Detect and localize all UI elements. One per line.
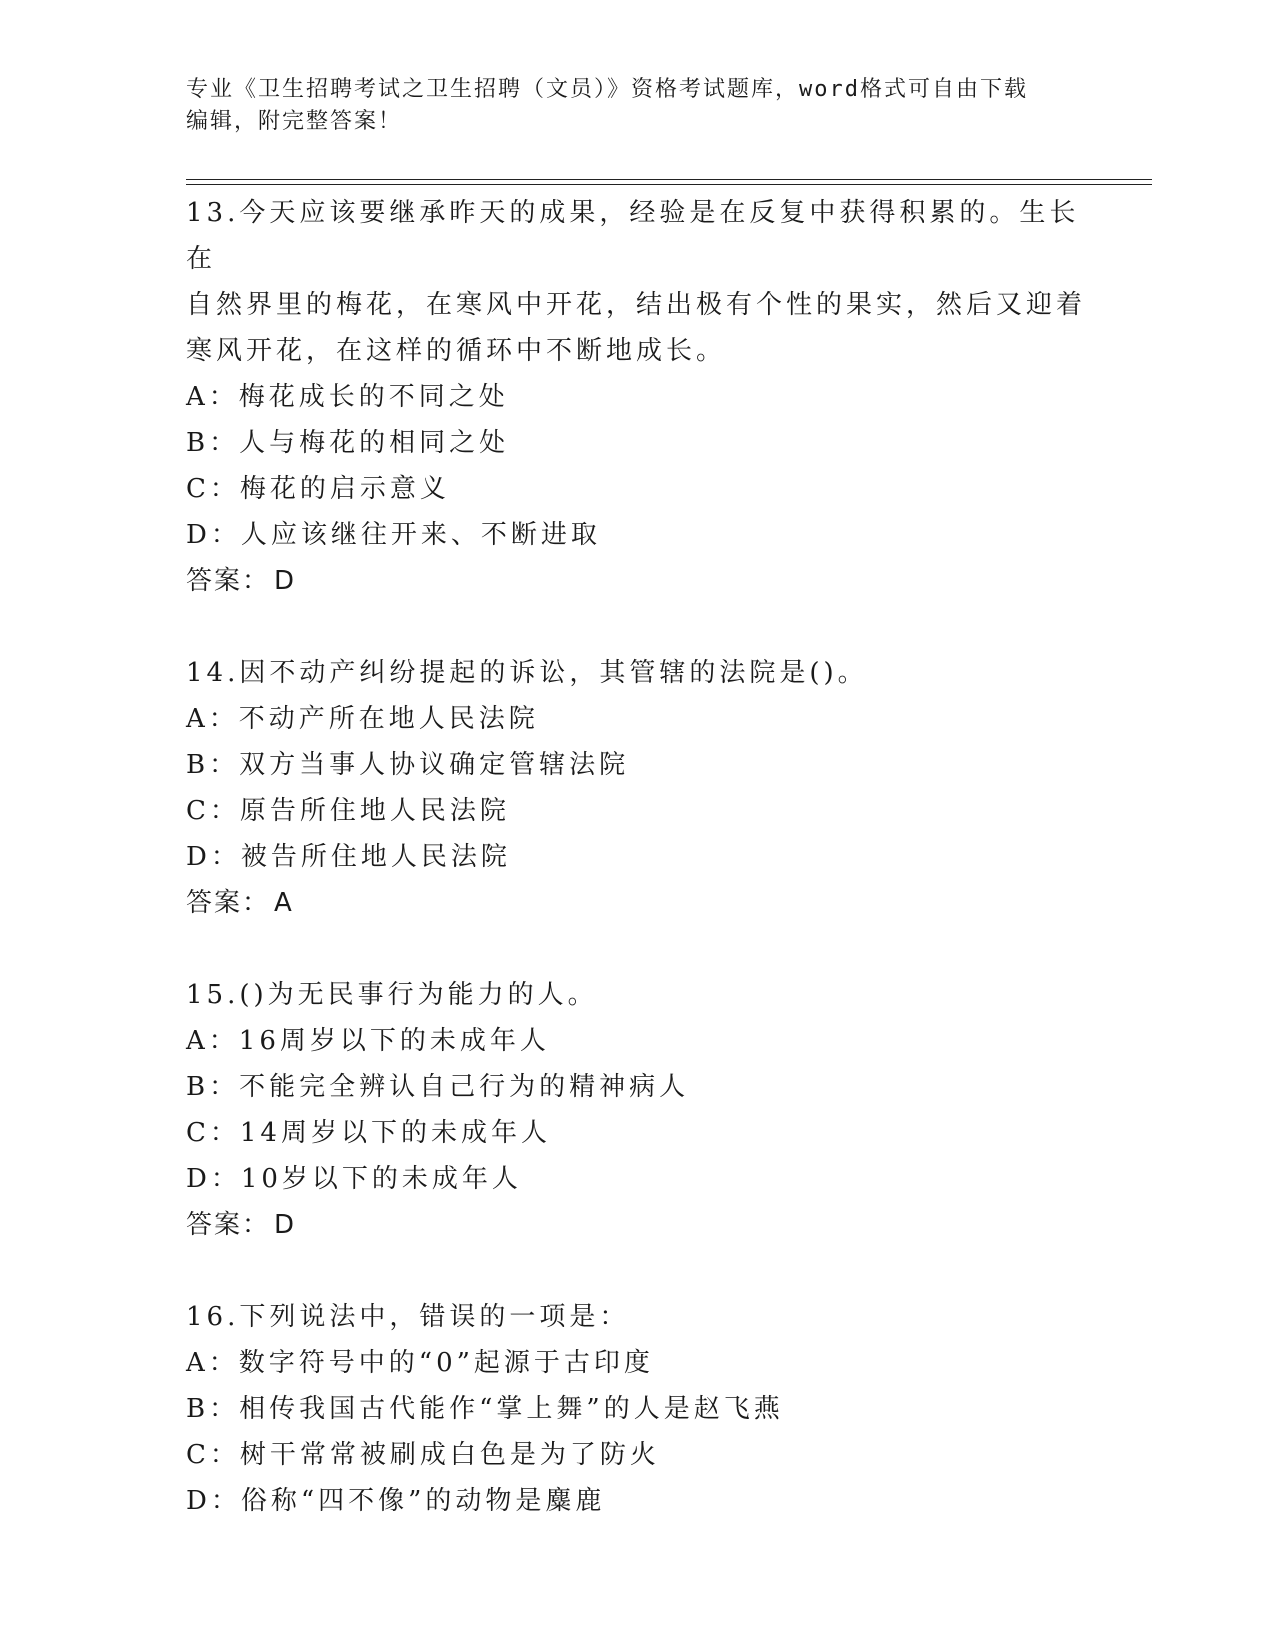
header-divider-top — [186, 179, 1152, 180]
question-stem-line: 14.因不动产纠纷提起的诉讼，其管辖的法院是()。 — [186, 658, 868, 688]
question-13 — [186, 190, 1086, 604]
option-d: D：俗称“四不像”的动物是麋鹿 — [186, 1486, 606, 1516]
question-14 — [186, 650, 1086, 926]
document-header — [186, 74, 1086, 138]
answer-line — [186, 558, 1086, 604]
option-c: C：梅花的启示意义 — [186, 474, 450, 504]
option-d: D：被告所住地人民法院 — [186, 842, 511, 872]
question-stem-line: 13.今天应该要继承昨天的成果，经验是在反复中获得积累的。生长在 — [186, 198, 1080, 274]
answer-line — [186, 1202, 1086, 1248]
option-d: D：人应该继往开来、不断进取 — [186, 520, 601, 550]
answer-line — [186, 880, 1086, 926]
header-divider-bottom — [186, 184, 1152, 185]
answer-value: A — [274, 888, 294, 918]
question-stem-line: 寒风开花，在这样的循环中不断地成长。 — [186, 336, 727, 366]
question-list — [186, 190, 1086, 1524]
option-a: A：不动产所在地人民法院 — [186, 704, 539, 734]
question-separator — [186, 926, 1086, 972]
option-c: C：原告所住地人民法院 — [186, 796, 510, 826]
option-c: C：树干常常被刷成白色是为了防火 — [186, 1440, 660, 1470]
option-a: A：梅花成长的不同之处 — [186, 382, 509, 412]
answer-value: D — [274, 566, 297, 596]
question-16 — [186, 1294, 1086, 1524]
answer-label: 答案： — [186, 888, 271, 918]
question-stem-line: 15.()为无民事行为能力的人。 — [186, 980, 598, 1010]
question-separator — [186, 604, 1086, 650]
option-b: B：不能完全辨认自己行为的精神病人 — [186, 1072, 690, 1102]
option-c: C：14周岁以下的未成年人 — [186, 1118, 551, 1148]
answer-value: D — [274, 1210, 297, 1240]
option-b: B：双方当事人协议确定管辖法院 — [186, 750, 630, 780]
option-b: B：相传我国古代能作“掌上舞”的人是赵飞燕 — [186, 1394, 784, 1424]
question-stem-line: 自然界里的梅花，在寒风中开花，结出极有个性的果实，然后又迎着 — [186, 290, 1087, 320]
question-stem-line: 16.下列说法中，错误的一项是： — [186, 1302, 630, 1332]
answer-label: 答案： — [186, 1210, 271, 1240]
option-d: D：10岁以下的未成年人 — [186, 1164, 522, 1194]
option-b: B：人与梅花的相同之处 — [186, 428, 510, 458]
option-a: A：数字符号中的“0”起源于古印度 — [186, 1348, 654, 1378]
header-line-1: 专业《卫生招聘考试之卫生招聘（文员）》资格考试题库，word格式可自由下载 — [186, 77, 1028, 102]
option-a: A：16周岁以下的未成年人 — [186, 1026, 550, 1056]
header-line-2: 编辑，附完整答案！ — [186, 109, 403, 134]
question-separator — [186, 1248, 1086, 1294]
question-15 — [186, 972, 1086, 1248]
answer-label: 答案： — [186, 566, 271, 596]
